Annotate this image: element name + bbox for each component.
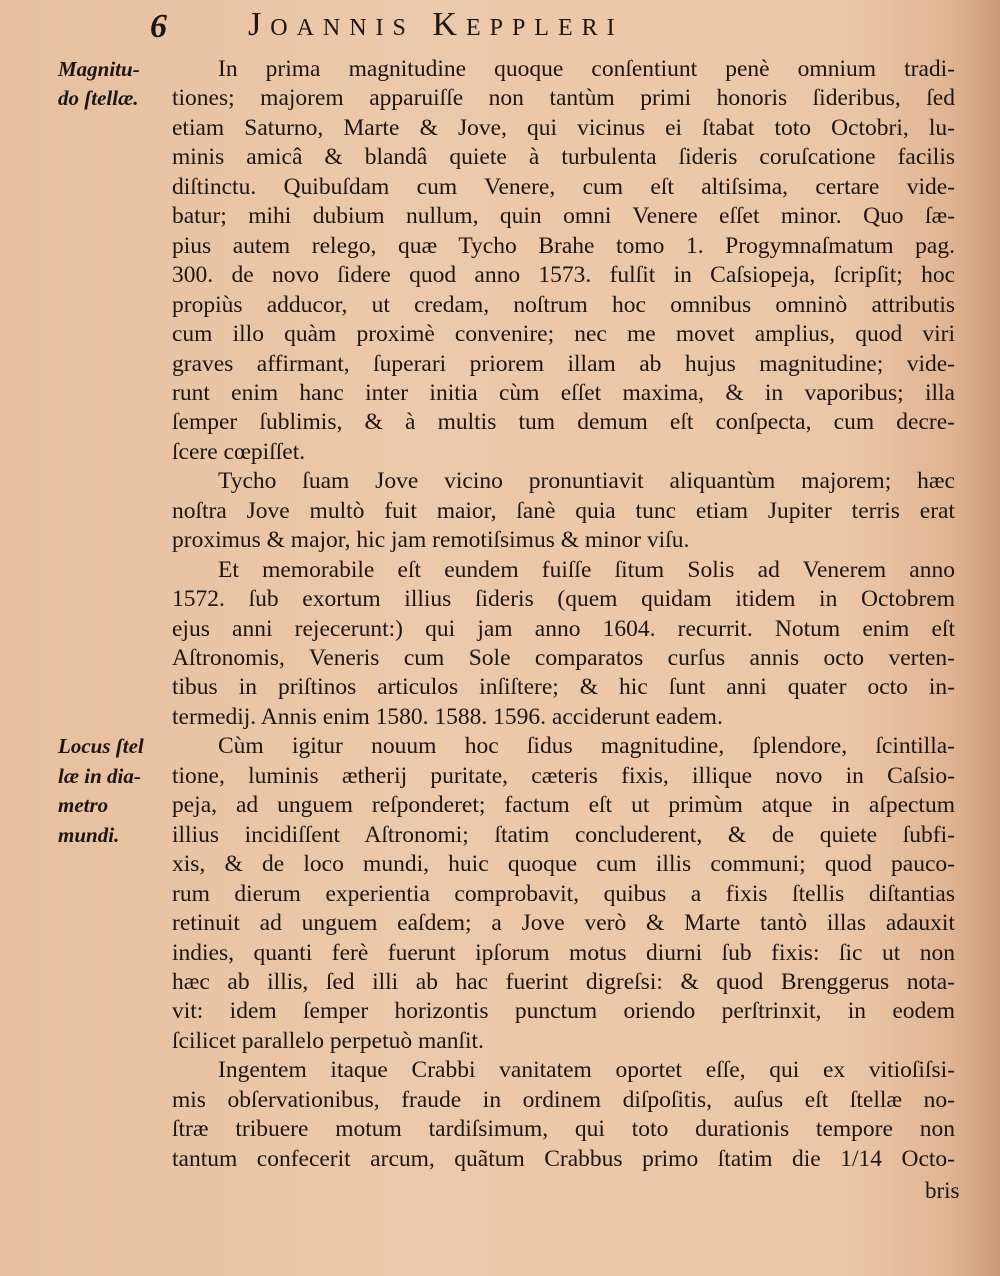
margin-note-line: læ in dia- [58, 763, 141, 788]
text-line: In prima magnitudine quoque conſentiunt penè omnium tradi- [218, 56, 955, 82]
text-line: Et memorabile eſt eundem fuiſſe ſitum Solis ad Venerem anno [218, 556, 955, 583]
margin-note-line: mundi. [58, 822, 120, 847]
text-line: 1572. ſub exortum illius ſideris (quem quidam itidem in Octobrem [172, 586, 955, 613]
running-head: Joannis Keppleri [248, 6, 624, 43]
text-line: tantum confecerit arcum, quãtum Crabbus primo ſtatim die 1/14 Octo- [172, 1145, 955, 1172]
margin-note-line: Locus ſtel [58, 734, 144, 759]
catchword: bris [925, 1178, 960, 1203]
text-line: retinuit ad unguem eaſdem; a Jove verò & Marte tantò illas adauxit [172, 910, 955, 937]
text-line: tione, luminis ætherij puritate, cæteris fixis, illique novo in Caſsio- [172, 762, 955, 789]
text-line: ſcere cœpiſſet. [172, 438, 306, 465]
text-line: mis obſervationibus, fraude in ordinem diſpoſitis, auſus eſt ſtellæ no- [172, 1086, 955, 1113]
text-line: graves affirmant, ſuperari priorem illam ab hujus magnitudine; vide- [172, 350, 955, 377]
margin-note-line: metro [58, 793, 109, 818]
text-line: indies, quanti ferè fuerunt ipſorum motus diurni ſub fixis: ſic ut non [172, 939, 955, 966]
text-line: ſemper ſublimis, & à multis tum demum eſt conſpecta, cum decre- [172, 409, 955, 436]
text-line: peja, ad unguem reſponderet; factum eſt ut primùm atque in aſpectum [172, 792, 955, 819]
text-line: termedij. Annis enim 1580. 1588. 1596. acciderunt eadem. [172, 703, 723, 730]
text-line: Aſtronomis, Veneris cum Sole comparatos curſus annis octo verten- [172, 645, 955, 671]
text-line: ſcilicet parallelo perpetuò manſit. [172, 1027, 484, 1054]
text-line: pius autem relego, quæ Tycho Brahe tomo 1. Progymnaſmatum pag. [172, 232, 955, 259]
text-line: illius incidiſſent Aſtronomi; ſtatim concluderent, & de quiete ſubfi- [172, 821, 955, 848]
margin-note-line: do ſtellæ. [58, 86, 139, 111]
text-line: minis amicâ & blandâ quiete à turbulenta ſideris coruſcatione facilis [172, 144, 955, 171]
text-line: Ingentem itaque Crabbi vanitatem oportet eſſe, qui ex vitioſiſsi- [218, 1057, 955, 1084]
text-line: Cùm igitur nouum hoc ſidus magnitudine, ſplendore, ſcintilla- [218, 733, 955, 760]
text-line: tibus in priſtinos articulos inſiſtere; & hic ſunt anni quater octo in- [172, 674, 955, 701]
text-line: rum dierum experientia comprobavit, quibus a fixis ſtellis diſtantias [172, 880, 955, 907]
text-line: proximus & major, hic jam remotiſsimus & minor viſu. [172, 527, 690, 554]
text-line: ſtræ tribuere motum tardiſsimum, qui toto durationis tempore non [172, 1116, 955, 1143]
text-line: 300. de novo ſidere quod anno 1573. fulſit in Caſsiopeja, ſcripſit; hoc [172, 262, 955, 289]
text-line: noſtra Jove multò fuit maior, ſanè quia tunc etiam Jupiter terris erat [172, 497, 955, 524]
text-line: diſtinctu. Quibuſdam cum Venere, cum eſt altiſsima, certare vide- [172, 173, 955, 200]
margin-note-line: Magnitu- [58, 57, 140, 81]
text-line: xis, & de loco mundi, huic quoque cum illis communi; quod pauco- [172, 851, 955, 878]
text-line: etiam Saturno, Marte & Jove, qui vicinus ei ſtabat toto Octobri, lu- [172, 114, 955, 141]
text-line: tiones; majorem apparuiſſe non tantùm primi honoris ſideribus, ſed [172, 85, 955, 112]
text-line: propiùs adducor, ut credam, noſtrum hoc omnibus omninò attributis [172, 291, 955, 318]
text-line: Tycho ſuam Jove vicino pronuntiavit aliquantùm majorem; hæc [218, 468, 955, 495]
text-line: hæc ab illis, ſed illi ab hac fuerint digreſsi: & quod Brenggerus nota- [172, 968, 955, 995]
text-line: ejus anni rejecerunt:) qui jam anno 1604. recurrit. Notum enim eſt [172, 615, 955, 642]
text-line: cum illo quàm proximè convenire; nec me movet amplius, quod viri [172, 321, 955, 348]
text-line: runt enim hanc inter initia cùm eſſet maxima, & in vaporibus; illa [172, 379, 955, 406]
text-line: batur; mihi dubium nullum, quin omni Venere eſſet minor. Quo ſæ- [172, 203, 955, 230]
text-line: vit: idem ſemper horizontis punctum oriendo perſtrinxit, in eodem [172, 998, 955, 1025]
page-number: 6 [150, 8, 167, 45]
